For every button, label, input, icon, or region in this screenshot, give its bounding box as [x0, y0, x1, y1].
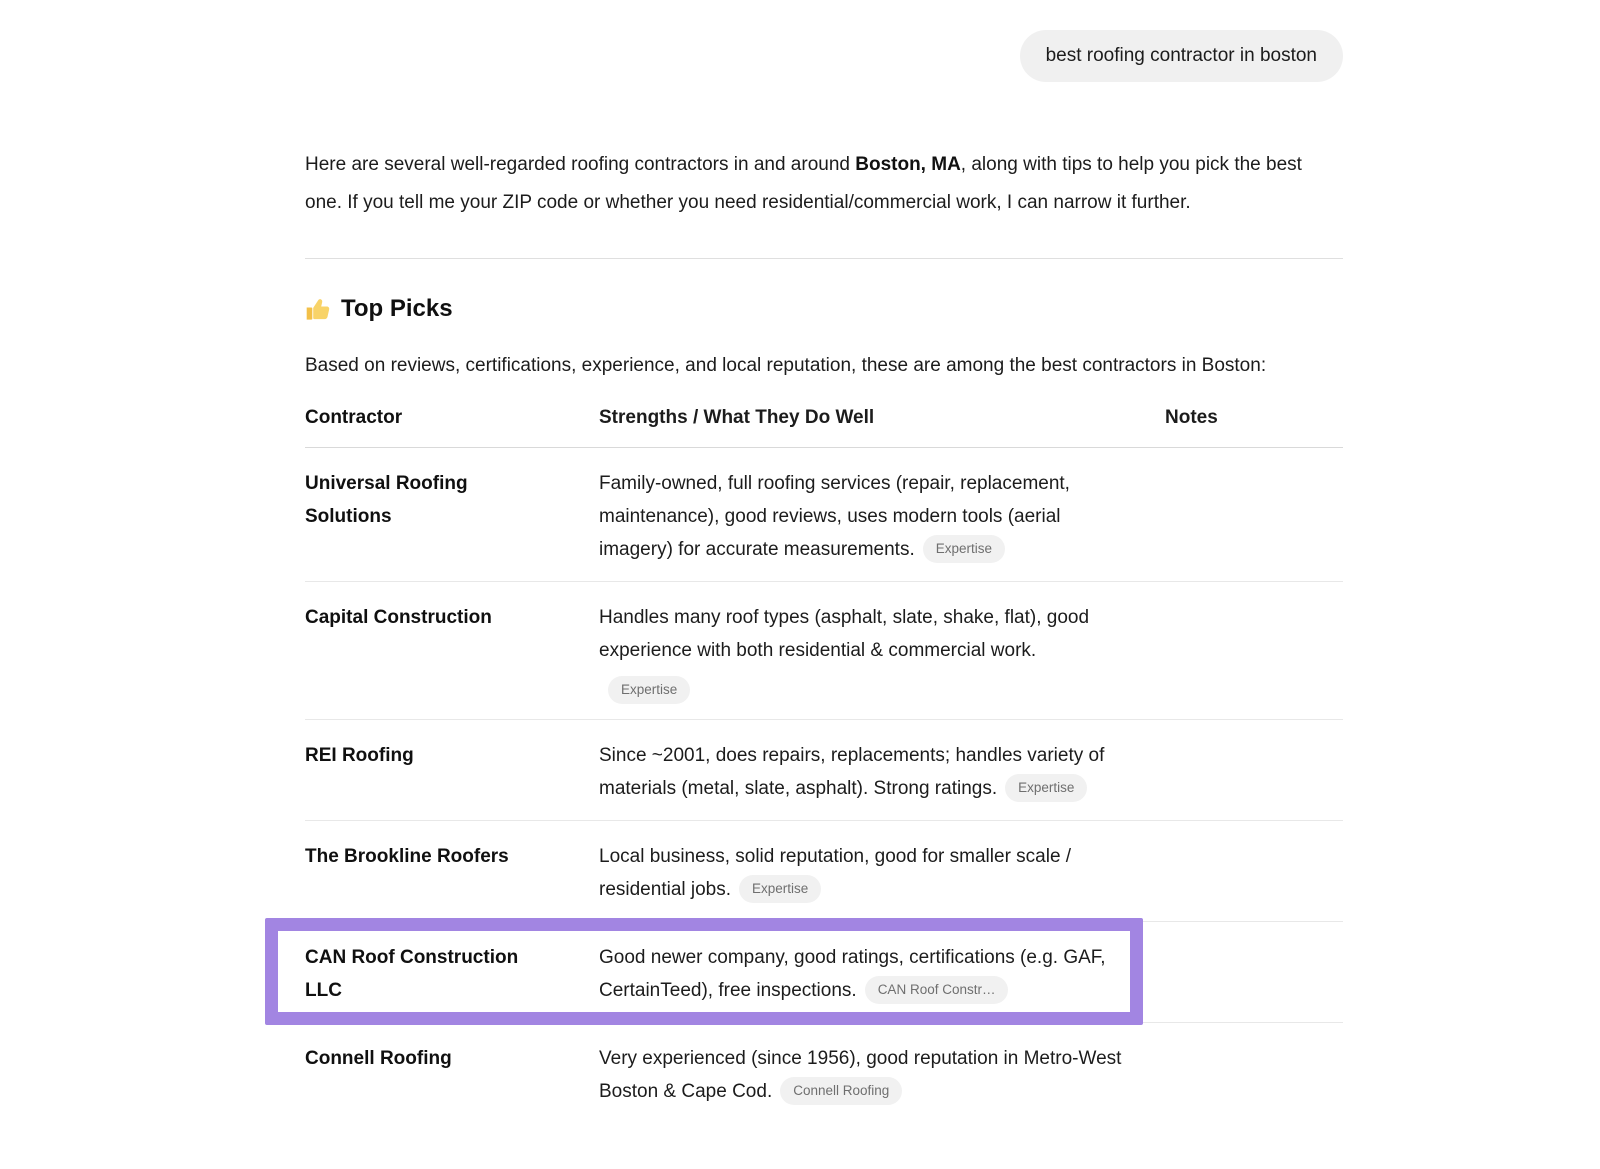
notes-cell — [1165, 941, 1343, 1007]
user-message-text: best roofing contractor in boston — [1045, 45, 1317, 66]
strengths-text: Handles many roof types (asphalt, slate, shake, flat), good experience with both residential & commercial work. — [599, 607, 1090, 661]
strengths-cell — [599, 739, 1165, 805]
section-divider — [305, 258, 1343, 259]
assistant-intro-paragraph — [305, 146, 1343, 222]
section-heading — [305, 294, 1343, 324]
strengths-cell — [599, 941, 1165, 1007]
notes-cell — [1165, 467, 1343, 566]
strengths-cell — [599, 840, 1165, 906]
header-notes: Notes — [1165, 407, 1218, 428]
section-subtitle: Based on reviews, certifications, experience, and local reputation, these are among the best contractors in Boston: — [305, 355, 1267, 376]
table-row — [305, 719, 1343, 820]
table-row — [305, 1022, 1343, 1123]
contractors-table — [305, 401, 1343, 1123]
table-row-highlighted — [305, 921, 1343, 1022]
strengths-text: Good newer company, good ratings, certifications (e.g. GAF, CertainTeed), free inspections. — [599, 947, 1106, 1001]
header-strengths: Strengths / What They Do Well — [599, 407, 875, 428]
table-header-row — [305, 401, 1343, 448]
section-title-text: Top Picks — [341, 295, 453, 322]
contractor-name: The Brookline Roofers — [305, 846, 509, 867]
user-message-bubble — [1020, 30, 1343, 82]
citation-badge[interactable]: Expertise — [923, 535, 1005, 563]
intro-bold-location: Boston, MA — [855, 154, 961, 175]
strengths-cell — [599, 467, 1165, 566]
header-contractor: Contractor — [305, 407, 403, 428]
strengths-text: Family-owned, full roofing services (repair, replacement, maintenance), good reviews, uses modern tools (aerial imagery) for accurate measurements. — [599, 473, 1070, 560]
strengths-text: Very experienced (since 1956), good reputation in Metro-West Boston & Cape Cod. — [599, 1048, 1122, 1102]
table-row — [305, 820, 1343, 921]
table-row — [305, 448, 1343, 581]
chat-transcript — [305, 0, 1343, 1123]
table-row — [305, 581, 1343, 719]
contractor-name: Universal Roofing Solutions — [305, 473, 468, 527]
citation-badge[interactable]: CAN Roof Constr… — [865, 976, 1009, 1004]
notes-cell — [1165, 601, 1343, 704]
notes-cell — [1165, 739, 1343, 805]
user-message-row — [305, 30, 1343, 82]
strengths-text: Since ~2001, does repairs, replacements; handles variety of materials (metal, slate, asphalt). Strong ratings. — [599, 745, 1105, 799]
citation-badge[interactable]: Connell Roofing — [780, 1077, 902, 1105]
contractor-name: Connell Roofing — [305, 1048, 452, 1069]
notes-cell — [1165, 1042, 1343, 1108]
intro-text-start: Here are several well-regarded roofing contractors in and around — [305, 154, 856, 175]
strengths-cell — [599, 1042, 1165, 1108]
citation-badge[interactable]: Expertise — [1005, 774, 1087, 802]
strengths-cell — [599, 601, 1165, 704]
citation-badge[interactable]: Expertise — [739, 875, 821, 903]
citation-badge[interactable]: Expertise — [608, 676, 690, 704]
intro-text-end: , along with tips to help you pick the best one. If you tell me your ZIP code or whether you need residential/commercial work, I can narrow it further. — [305, 154, 1302, 213]
notes-cell — [1165, 840, 1343, 906]
thumbs-up-icon — [305, 296, 332, 323]
contractor-name: Capital Construction — [305, 607, 492, 628]
contractor-name: REI Roofing — [305, 745, 414, 766]
strengths-text: Local business, solid reputation, good for smaller scale / residential jobs. — [599, 846, 1072, 900]
contractor-name: CAN Roof Construction LLC — [305, 947, 519, 1001]
